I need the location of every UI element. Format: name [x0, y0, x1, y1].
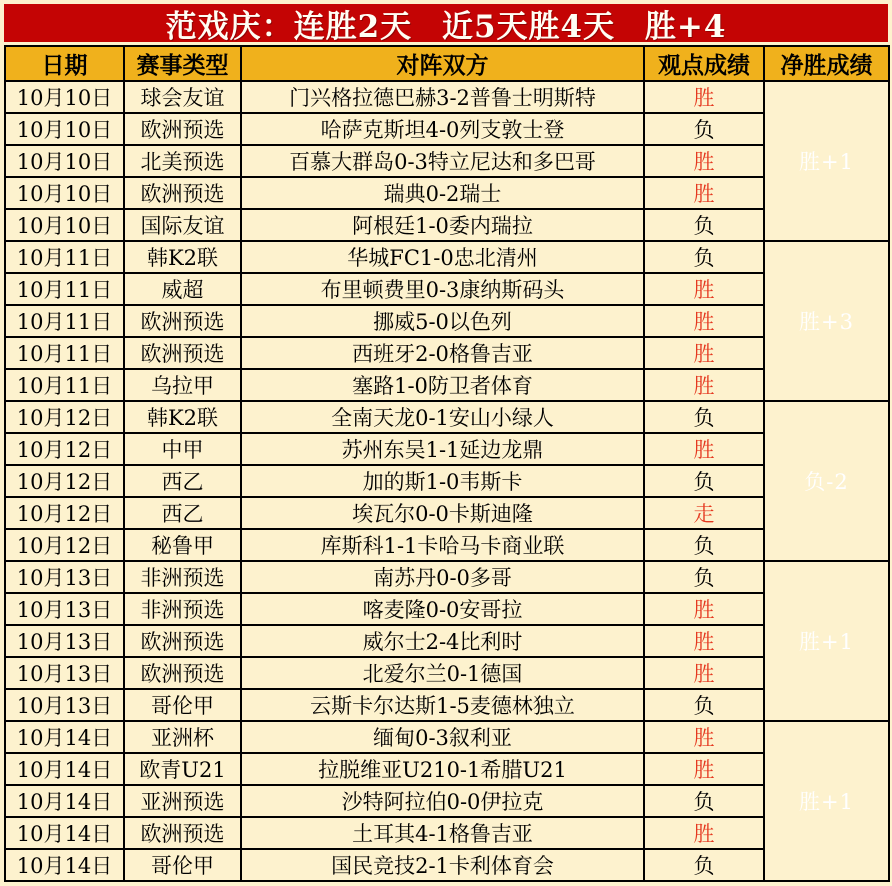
column-header-net: 净胜成绩 — [764, 46, 889, 81]
result-cell: 胜 — [644, 721, 764, 753]
page-title: 范戏庆：连胜2天 近5天胜4天 胜+4 — [165, 8, 727, 45]
column-header-result: 观点成绩 — [644, 46, 764, 81]
result-cell: 负 — [644, 529, 764, 561]
league-cell: 非洲预选 — [124, 593, 241, 625]
date-cell: 10月12日 — [5, 433, 124, 465]
table-row — [5, 849, 889, 881]
results-table — [4, 45, 890, 882]
league-cell: 亚洲预选 — [124, 785, 241, 817]
league-cell: 欧洲预选 — [124, 657, 241, 689]
table-row — [5, 145, 889, 177]
table-row — [5, 401, 889, 433]
result-cell: 胜 — [644, 625, 764, 657]
league-cell: 欧洲预选 — [124, 177, 241, 209]
league-cell: 欧洲预选 — [124, 625, 241, 657]
date-cell: 10月13日 — [5, 625, 124, 657]
net-result-cell: 胜+3 — [764, 241, 889, 401]
league-cell: 韩K2联 — [124, 241, 241, 273]
date-cell: 10月11日 — [5, 369, 124, 401]
league-cell: 韩K2联 — [124, 401, 241, 433]
match-cell: 苏州东吴1-1延边龙鼎 — [241, 433, 644, 465]
table-row — [5, 81, 889, 113]
result-cell: 胜 — [644, 593, 764, 625]
table-row — [5, 337, 889, 369]
date-cell: 10月11日 — [5, 337, 124, 369]
date-cell: 10月10日 — [5, 177, 124, 209]
date-cell: 10月12日 — [5, 529, 124, 561]
table-row — [5, 753, 889, 785]
league-cell: 西乙 — [124, 497, 241, 529]
header-row — [5, 46, 889, 81]
match-cell: 沙特阿拉伯0-0伊拉克 — [241, 785, 644, 817]
match-cell: 全南天龙0-1安山小绿人 — [241, 401, 644, 433]
date-cell: 10月10日 — [5, 81, 124, 113]
league-cell: 北美预选 — [124, 145, 241, 177]
date-cell: 10月14日 — [5, 849, 124, 881]
result-cell: 负 — [644, 785, 764, 817]
table-row — [5, 273, 889, 305]
match-cell: 哈萨克斯坦4-0列支敦士登 — [241, 113, 644, 145]
date-cell: 10月11日 — [5, 241, 124, 273]
result-cell: 胜 — [644, 337, 764, 369]
match-cell: 威尔士2-4比利时 — [241, 625, 644, 657]
match-cell: 门兴格拉德巴赫3-2普鲁士明斯特 — [241, 81, 644, 113]
date-cell: 10月10日 — [5, 113, 124, 145]
league-cell: 威超 — [124, 273, 241, 305]
league-cell: 欧洲预选 — [124, 337, 241, 369]
result-cell: 胜 — [644, 753, 764, 785]
match-cell: 拉脱维亚U210-1希腊U21 — [241, 753, 644, 785]
date-cell: 10月14日 — [5, 753, 124, 785]
table-row — [5, 433, 889, 465]
date-cell: 10月14日 — [5, 817, 124, 849]
table-row — [5, 817, 889, 849]
league-cell: 球会友谊 — [124, 81, 241, 113]
result-cell: 胜 — [644, 177, 764, 209]
result-cell: 胜 — [644, 657, 764, 689]
match-cell: 西班牙2-0格鲁吉亚 — [241, 337, 644, 369]
date-cell: 10月12日 — [5, 465, 124, 497]
date-cell: 10月12日 — [5, 497, 124, 529]
match-cell: 加的斯1-0韦斯卡 — [241, 465, 644, 497]
match-cell: 瑞典0-2瑞士 — [241, 177, 644, 209]
result-cell: 负 — [644, 401, 764, 433]
result-cell: 负 — [644, 561, 764, 593]
title-banner — [4, 4, 888, 45]
league-cell: 欧青U21 — [124, 753, 241, 785]
league-cell: 欧洲预选 — [124, 305, 241, 337]
net-result-cell: 负-2 — [764, 401, 889, 561]
column-header-date: 日期 — [5, 46, 124, 81]
match-cell: 百慕大群岛0-3特立尼达和多巴哥 — [241, 145, 644, 177]
result-cell: 胜 — [644, 433, 764, 465]
match-cell: 挪威5-0以色列 — [241, 305, 644, 337]
result-cell: 负 — [644, 209, 764, 241]
table-row — [5, 177, 889, 209]
match-cell: 国民竞技2-1卡利体育会 — [241, 849, 644, 881]
date-cell: 10月14日 — [5, 721, 124, 753]
result-cell: 负 — [644, 849, 764, 881]
date-cell: 10月14日 — [5, 785, 124, 817]
league-cell: 哥伦甲 — [124, 849, 241, 881]
result-cell: 负 — [644, 113, 764, 145]
table-row — [5, 689, 889, 721]
match-cell: 土耳其4-1格鲁吉亚 — [241, 817, 644, 849]
net-result-cell: 胜+1 — [764, 81, 889, 241]
date-cell: 10月13日 — [5, 593, 124, 625]
result-cell: 负 — [644, 241, 764, 273]
date-cell: 10月13日 — [5, 657, 124, 689]
match-cell: 南苏丹0-0多哥 — [241, 561, 644, 593]
result-cell: 负 — [644, 689, 764, 721]
match-cell: 云斯卡尔达斯1-5麦德林独立 — [241, 689, 644, 721]
match-cell: 华城FC1-0忠北清州 — [241, 241, 644, 273]
table-row — [5, 241, 889, 273]
table-row — [5, 113, 889, 145]
date-cell: 10月10日 — [5, 209, 124, 241]
date-cell: 10月10日 — [5, 145, 124, 177]
table-row — [5, 529, 889, 561]
league-cell: 中甲 — [124, 433, 241, 465]
column-header-match: 对阵双方 — [241, 46, 644, 81]
match-cell: 布里顿费里0-3康纳斯码头 — [241, 273, 644, 305]
league-cell: 西乙 — [124, 465, 241, 497]
table-row — [5, 593, 889, 625]
table-row — [5, 209, 889, 241]
result-cell: 胜 — [644, 273, 764, 305]
league-cell: 亚洲杯 — [124, 721, 241, 753]
table-row — [5, 465, 889, 497]
result-cell: 胜 — [644, 817, 764, 849]
match-cell: 库斯科1-1卡哈马卡商业联 — [241, 529, 644, 561]
date-cell: 10月13日 — [5, 689, 124, 721]
result-cell: 走 — [644, 497, 764, 529]
league-cell: 国际友谊 — [124, 209, 241, 241]
column-header-league: 赛事类型 — [124, 46, 241, 81]
table-row — [5, 561, 889, 593]
result-cell: 胜 — [644, 81, 764, 113]
date-cell: 10月13日 — [5, 561, 124, 593]
match-cell: 北爱尔兰0-1德国 — [241, 657, 644, 689]
net-result-cell: 胜+1 — [764, 561, 889, 721]
table-row — [5, 305, 889, 337]
date-cell: 10月11日 — [5, 305, 124, 337]
date-cell: 10月12日 — [5, 401, 124, 433]
table-row — [5, 657, 889, 689]
match-cell: 缅甸0-3叙利亚 — [241, 721, 644, 753]
league-cell: 欧洲预选 — [124, 113, 241, 145]
table-row — [5, 721, 889, 753]
result-cell: 胜 — [644, 145, 764, 177]
table-row — [5, 369, 889, 401]
result-cell: 胜 — [644, 305, 764, 337]
match-cell: 塞路1-0防卫者体育 — [241, 369, 644, 401]
league-cell: 秘鲁甲 — [124, 529, 241, 561]
league-cell: 哥伦甲 — [124, 689, 241, 721]
match-cell: 埃瓦尔0-0卡斯迪隆 — [241, 497, 644, 529]
date-cell: 10月11日 — [5, 273, 124, 305]
table-row — [5, 497, 889, 529]
result-cell: 胜 — [644, 369, 764, 401]
league-cell: 乌拉甲 — [124, 369, 241, 401]
net-result-cell: 胜+1 — [764, 721, 889, 881]
match-cell: 阿根廷1-0委内瑞拉 — [241, 209, 644, 241]
result-cell: 负 — [644, 465, 764, 497]
league-cell: 欧洲预选 — [124, 817, 241, 849]
table-row — [5, 625, 889, 657]
match-cell: 喀麦隆0-0安哥拉 — [241, 593, 644, 625]
league-cell: 非洲预选 — [124, 561, 241, 593]
table-row — [5, 785, 889, 817]
